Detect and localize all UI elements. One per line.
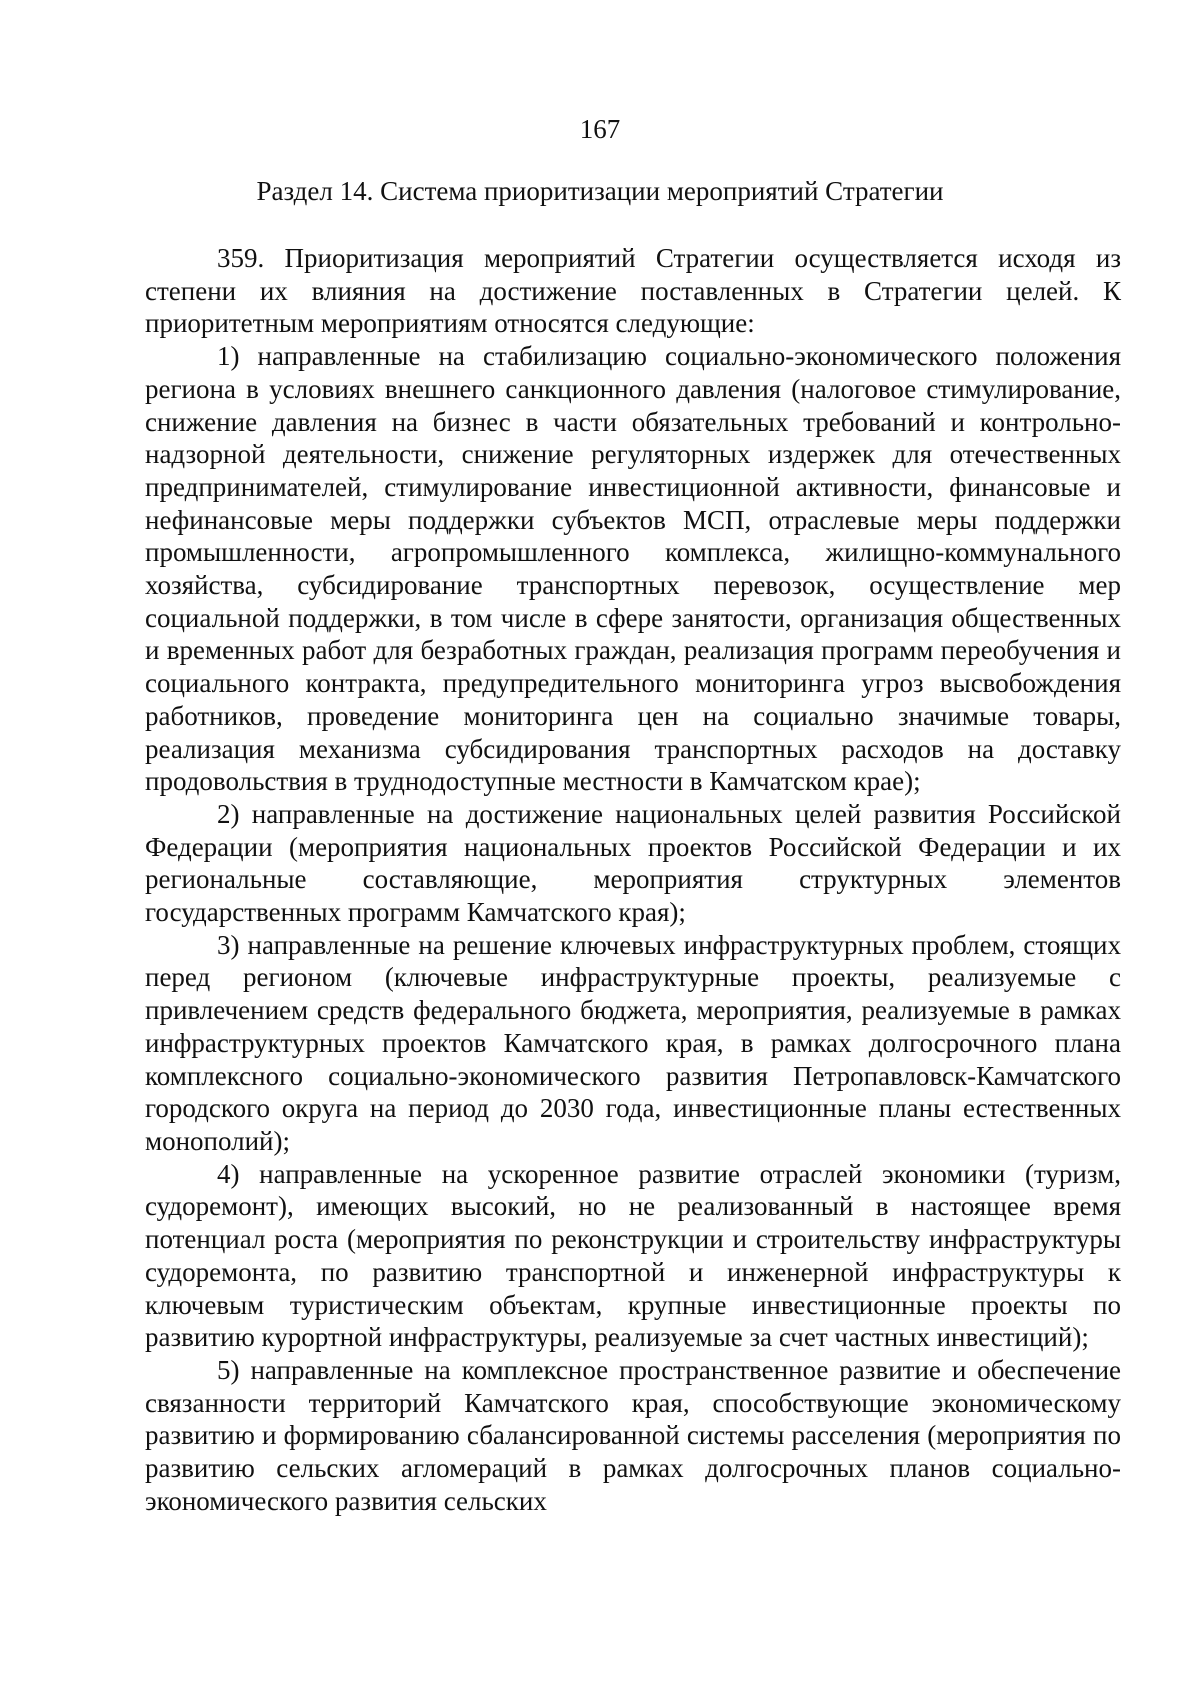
list-item-2: 2) направленные на достижение национальных целей развития Российской Федерации (мероприятия национальных проектов Российской Федерации и их региональные составляющие, мероприятия структурных элементов государственных программ Камчатского края); (145, 798, 1121, 928)
list-item-1: 1) направленные на стабилизацию социально-экономического положения региона в условиях внешнего санкционного давления (налоговое стимулирование, снижение давления на бизнес в части обязательных требований и контрольно-надзорной деятельности, снижение регуляторных издержек для отечественных предпринимателей, стимулирование инвестиционной активности, финансовые и нефинансовые меры поддержки субъектов МСП, отраслевые меры поддержки промышленности, агропромышленного комплекса, жилищно-коммунального хозяйства, субсидирование транспортных перевозок, осуществление мер социальной поддержки, в том числе в сфере занятости, организация общественных и временных работ для безработных граждан, реализация программ переобучения и социального контракта, предупредительного мониторинга угроз высвобождения работников, проведение мониторинга цен на социально значимые товары, реализация механизма субсидирования транспортных расходов на доставку продовольствия в труднодоступные местности в Камчатском крае); (145, 341, 1121, 797)
page-number: 167 (579, 114, 621, 144)
paragraph-359: 359. Приоритизация мероприятий Стратегии осуществляется исходя из степени их влияния на достижение поставленных в Стратегии целей. К приоритетным мероприятиям относятся следующие: (145, 243, 1121, 339)
list-item-3: 3) направленные на решение ключевых инфраструктурных проблем, стоящих перед регионом (ключевые инфраструктурные проекты, реализуемые с привлечением средств федерального бюджета, мероприятия, реализуемые в рамках инфраструктурных проектов Камчатского края, в рамках долгосрочного плана комплексного социально-экономического развития Петропавловск-Камчатского городского округа на период до 2030 года, инвестиционные планы естественных монополий); (145, 929, 1121, 1156)
list-item-5: 5) направленные на комплексное пространственное развитие и обеспечение связанности территорий Камчатского края, способствующие экономическому развитию и формированию сбалансированной системы расселения (мероприятия по развитию сельских агломераций в рамках долгосрочных планов социально-экономического развития сельских (145, 1354, 1121, 1516)
list-item-4: 4) направленные на ускоренное развитие отраслей экономики (туризм, судоремонт), имеющих высокий, но не реализованный в настоящее время потенциал роста (мероприятия по реконструкции и строительству инфраструктуры судоремонта, по развитию транспортной и инженерной инфраструктуры к ключевым туристическим объектам, крупные инвестиционные проекты по развитию курортной инфраструктуры, реализуемые за счет частных инвестиций); (145, 1158, 1121, 1353)
section-title: Раздел 14. Система приоритизации мероприятий Стратегии (256, 176, 944, 206)
body-text (145, 242, 1121, 1517)
